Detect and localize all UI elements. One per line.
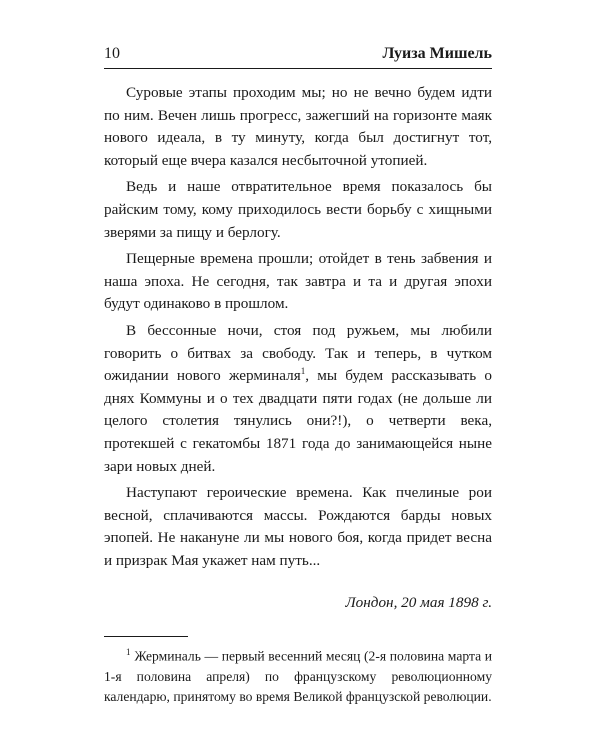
footnote-text: Жерминаль — первый весенний месяц (2-я половина марта и 1-я половина апреля) по французскому революционному календарю, принятому во время Великой французской революции. bbox=[104, 648, 492, 704]
paragraph-2: Ведь и наше отвратительное время показалось бы райским тому, кому приходилось вести борьбу с хищными зверями за пищу и берлогу. bbox=[104, 178, 492, 241]
main-text bbox=[104, 82, 492, 614]
paragraph-4 bbox=[104, 320, 492, 478]
footnote-number: 1 bbox=[126, 647, 131, 657]
paragraph-5: Наступают героические времена. Как пчелиные рои весной, сплачиваются массы. Рождаются барды новых эпопей. Не накануне ли мы нового боя, когда придет весна и призрак Мая укажет нам путь... bbox=[104, 484, 492, 569]
footnote bbox=[104, 642, 492, 707]
running-title: Луиза Мишель bbox=[382, 45, 492, 62]
place-date-signature: Лондон, 20 мая 1898 г. bbox=[345, 594, 492, 612]
paragraph-3: Пещерные времена прошли; отойдет в тень забвения и наша эпоха. Не сегодня, так завтра и та и другая эпохи будут одинаково в прошлом. bbox=[104, 250, 492, 313]
page-number: 10 bbox=[104, 45, 120, 62]
running-header bbox=[104, 44, 492, 64]
paragraph-1: Суровые этапы проходим мы; но не вечно будем идти по ним. Вечен лишь прогресс, зажегший на горизонте маяк нового идеала, в ту минуту, когда был достигнут тот, который еще вчера казался несбыточной утопией. bbox=[104, 84, 492, 169]
paragraph-4-part-1: В бессонные ночи, стоя под ружьем, мы любили говорить о битвах за свободу. Так и теперь, в чутком ожидании нового жерминаля bbox=[104, 321, 492, 385]
paragraph-4-part-2: , мы будем рассказывать о днях Коммуны и о тех двадцати пяти годах (не дольше ли целого столетия тянулись они?!), о четверти века, протекшей с гекатомбы 1871 года до занимающейся ныне зари новых дней. bbox=[104, 367, 492, 475]
footnote-rule bbox=[104, 636, 188, 637]
footnote-reference[interactable]: 1 bbox=[300, 366, 306, 377]
header-rule bbox=[104, 68, 492, 69]
